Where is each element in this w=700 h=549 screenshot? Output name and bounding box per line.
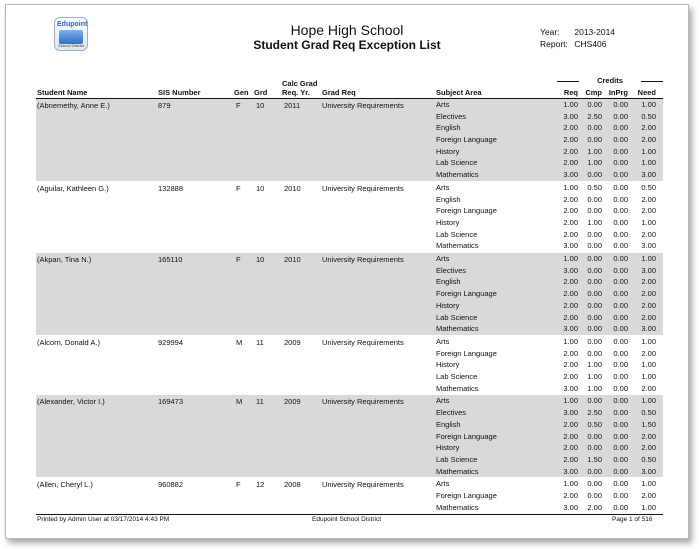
inprg-credits: 0.00: [613, 135, 628, 145]
req-credits: 3.00: [563, 170, 578, 180]
inprg-credits: 0.00: [613, 146, 628, 156]
cmp-credits: 2.00: [587, 502, 602, 512]
req-credits: 2.00: [563, 146, 578, 156]
subject-area: Foreign Language: [436, 206, 497, 216]
subject-area: Arts: [436, 100, 450, 109]
req-credits: 2.00: [563, 419, 578, 429]
sis-number: 165110: [158, 255, 183, 265]
subject-area: Mathematics: [436, 383, 479, 393]
student-row: [6, 182, 688, 253]
cmp-credits: 0.00: [587, 100, 602, 109]
subject-list: [6, 478, 688, 513]
cmp-credits: 0.00: [587, 206, 602, 216]
need-credits: 1.00: [641, 396, 656, 406]
subject-area: Arts: [436, 396, 450, 406]
cmp-credits: 0.00: [587, 312, 602, 322]
gender: F: [236, 255, 241, 265]
student-name: (Alcorn, Donald A.): [37, 337, 100, 347]
need-credits: 0.50: [641, 182, 656, 192]
year-label: Year:: [540, 27, 560, 37]
req-credits: 1.00: [563, 479, 578, 489]
cmp-credits: 0.00: [587, 324, 602, 334]
subject-area: Arts: [436, 336, 450, 346]
col-req-yr: Req. Yr.: [282, 88, 310, 97]
req-credits: 3.00: [563, 408, 578, 418]
cmp-credits: 0.00: [587, 479, 602, 489]
req-credits: 2.00: [563, 454, 578, 464]
grade: 10: [256, 183, 265, 193]
subject-line: [6, 205, 688, 217]
year-value: 2013-2014: [574, 27, 616, 37]
subject-line: [6, 169, 688, 181]
student-name: (Alexander, Victor I.): [37, 397, 105, 407]
req-credits: 2.00: [563, 206, 578, 216]
sis-number: 169473: [158, 397, 184, 407]
inprg-credits: 0.00: [613, 217, 628, 227]
gender: M: [236, 397, 243, 407]
subject-area: Electives: [436, 408, 467, 418]
cmp-credits: 2.50: [587, 111, 602, 121]
subject-line: [6, 288, 688, 300]
subject-area: Foreign Language: [436, 135, 497, 145]
grad-req: University Requirements: [322, 480, 404, 490]
req-credits: 3.00: [563, 265, 578, 275]
subject-line: [6, 348, 688, 360]
cmp-credits: 1.00: [587, 372, 602, 382]
subject-line: [6, 146, 688, 158]
report-value: CHS406: [574, 39, 607, 49]
need-credits: 2.00: [641, 289, 656, 299]
subject-area: History: [436, 300, 460, 310]
cmp-credits: 1.00: [587, 383, 602, 393]
subject-area: English: [436, 277, 461, 287]
cmp-credits: 1.00: [587, 217, 602, 227]
col-grd: Grd: [254, 88, 268, 97]
cmp-credits: 0.00: [587, 289, 602, 299]
student-name: (Abnemethy, Anne E.): [37, 101, 110, 110]
subject-area: Arts: [436, 479, 450, 489]
subject-list: [6, 395, 688, 477]
col-gen: Gen: [234, 88, 249, 97]
subject-area: Lab Science: [436, 158, 478, 168]
footer-divider: [36, 514, 663, 515]
inprg-credits: 0.00: [613, 206, 628, 216]
cmp-credits: 0.00: [587, 170, 602, 180]
col-grad-req: Grad Req: [322, 88, 356, 97]
inprg-credits: 0.00: [613, 100, 628, 109]
inprg-credits: 0.00: [613, 466, 628, 476]
req-credits: 3.00: [563, 241, 578, 251]
inprg-credits: 0.00: [613, 419, 628, 429]
subject-list: [6, 253, 688, 335]
req-credits: 2.00: [563, 229, 578, 239]
student-row: [6, 253, 688, 336]
student-name: (Allen, Cheryl L.): [37, 480, 93, 490]
inprg-credits: 0.00: [613, 158, 628, 168]
inprg-credits: 0.00: [613, 229, 628, 239]
subject-line: [6, 419, 688, 431]
inprg-credits: 0.00: [613, 479, 628, 489]
subject-area: Lab Science: [436, 312, 478, 322]
gender: F: [236, 480, 241, 490]
need-credits: 2.00: [641, 194, 656, 204]
col-student-name: Student Name: [37, 88, 88, 97]
cmp-credits: 0.00: [587, 336, 602, 346]
cmp-credits: 0.00: [587, 277, 602, 287]
cmp-credits: 0.00: [587, 348, 602, 358]
need-credits: 0.50: [641, 111, 656, 121]
subject-area: Arts: [436, 182, 450, 192]
year-row: [540, 27, 615, 37]
student-name: (Aguilar, Kathleen G.): [37, 183, 109, 193]
footer-district: Edupoint School District: [312, 516, 382, 523]
student-name: (Akpan, Tina N.): [37, 255, 92, 265]
report-page: [5, 4, 689, 539]
inprg-credits: 0.00: [613, 396, 628, 406]
inprg-credits: 0.00: [613, 491, 628, 501]
inprg-credits: 0.00: [613, 383, 628, 393]
subject-area: Mathematics: [436, 502, 479, 512]
req-credits: 2.00: [563, 431, 578, 441]
grade: 11: [256, 397, 264, 407]
logo-text: Edupoint: [57, 21, 88, 28]
req-credits: 3.00: [563, 383, 578, 393]
subject-line: [6, 276, 688, 288]
req-credits: 1.00: [563, 100, 578, 109]
req-credits: 2.00: [563, 372, 578, 382]
school-name: Hope High School: [290, 22, 404, 38]
subject-area: English: [436, 194, 461, 204]
subject-area: Electives: [436, 265, 467, 275]
cmp-credits: 0.00: [587, 194, 602, 204]
cmp-credits: 0.50: [587, 419, 602, 429]
student-row: [6, 99, 688, 182]
inprg-credits: 0.00: [613, 182, 628, 192]
need-credits: 3.00: [641, 466, 656, 476]
cmp-credits: 0.00: [587, 254, 602, 264]
subject-line: [6, 502, 688, 514]
need-credits: 2.00: [641, 312, 656, 322]
gender: F: [236, 183, 241, 193]
grade: 10: [256, 101, 265, 110]
subject-list: [6, 336, 688, 394]
grade: 12: [256, 480, 265, 490]
sis-number: 879: [158, 101, 171, 110]
req-credits: 2.00: [563, 194, 578, 204]
inprg-credits: 0.00: [613, 454, 628, 464]
need-credits: 2.00: [641, 443, 656, 453]
need-credits: 2.00: [641, 383, 656, 393]
subject-line: [6, 431, 688, 443]
inprg-credits: 0.00: [613, 336, 628, 346]
need-credits: 2.00: [641, 348, 656, 358]
req-credits: 1.00: [563, 254, 578, 264]
inprg-credits: 0.00: [613, 277, 628, 287]
inprg-credits: 0.00: [613, 254, 628, 264]
subject-area: Foreign Language: [436, 348, 497, 358]
req-credits: 2.00: [563, 123, 578, 133]
inprg-credits: 0.00: [613, 502, 628, 512]
req-credits: 2.00: [563, 312, 578, 322]
page-number: Page 1 of 516: [612, 516, 653, 523]
need-credits: 1.00: [641, 502, 656, 512]
need-credits: 2.00: [641, 135, 656, 145]
req-credits: 1.00: [563, 396, 578, 406]
col-inprg: InPrg: [608, 88, 628, 97]
req-credits: 3.00: [563, 466, 578, 476]
inprg-credits: 0.00: [613, 170, 628, 180]
inprg-credits: 0.00: [613, 372, 628, 382]
grad-req: University Requirements: [322, 337, 404, 347]
req-credits: 2.00: [563, 300, 578, 310]
subject-line: [6, 194, 688, 206]
subject-area: English: [436, 419, 461, 429]
subject-area: Foreign Language: [436, 289, 497, 299]
subject-list: [6, 99, 688, 181]
subject-line: [6, 395, 688, 407]
cmp-credits: 0.50: [587, 182, 602, 192]
col-req: Req: [563, 88, 578, 97]
grad-req: University Requirements: [322, 101, 404, 110]
student-row: [6, 395, 688, 478]
subject-area: Mathematics: [436, 170, 479, 180]
need-credits: 2.00: [641, 431, 656, 441]
subject-line: [6, 122, 688, 134]
need-credits: 1.50: [641, 419, 656, 429]
subject-line: [6, 383, 688, 395]
subject-area: Lab Science: [436, 454, 478, 464]
need-credits: 1.00: [641, 360, 656, 370]
inprg-credits: 0.00: [613, 408, 628, 418]
cmp-credits: 1.00: [587, 146, 602, 156]
report-label: Report:: [540, 39, 568, 49]
req-credits: 1.00: [563, 182, 578, 192]
calc-grad-year: 2008: [284, 480, 301, 490]
subject-area: Mathematics: [436, 241, 479, 251]
cmp-credits: 1.00: [587, 158, 602, 168]
need-credits: 2.00: [641, 300, 656, 310]
req-credits: 2.00: [563, 217, 578, 227]
cmp-credits: 0.00: [587, 466, 602, 476]
cmp-credits: 2.50: [587, 408, 602, 418]
grad-req: University Requirements: [322, 397, 404, 407]
col-calc-grad: Calc Grad: [282, 79, 318, 88]
calc-grad-year: 2010: [284, 183, 301, 193]
subject-line: [6, 407, 688, 419]
grade: 10: [256, 255, 265, 265]
cmp-credits: 1.00: [587, 360, 602, 370]
inprg-credits: 0.00: [613, 300, 628, 310]
report-title: Student Grad Req Exception List: [253, 38, 441, 52]
sis-number: 929994: [158, 337, 184, 347]
need-credits: 2.00: [641, 229, 656, 239]
subject-area: History: [436, 360, 460, 370]
inprg-credits: 0.00: [613, 289, 628, 299]
calc-grad-year: 2009: [284, 337, 301, 347]
subject-line: [6, 111, 688, 123]
need-credits: 2.00: [641, 491, 656, 501]
req-credits: 3.00: [563, 502, 578, 512]
subject-line: [6, 336, 688, 348]
subject-line: [6, 300, 688, 312]
inprg-credits: 0.00: [613, 443, 628, 453]
subject-area: English: [436, 123, 461, 133]
req-credits: 2.00: [563, 360, 578, 370]
subject-line: [6, 229, 688, 241]
subject-line: [6, 466, 688, 478]
subject-area: History: [436, 146, 460, 156]
inprg-credits: 0.00: [613, 312, 628, 322]
printed-by: Printed by Admin User at 03/17/2014 4:43 PM: [37, 516, 170, 523]
req-credits: 1.00: [563, 336, 578, 346]
report-row: [540, 39, 607, 49]
grade: 11: [256, 337, 264, 347]
need-credits: 0.50: [641, 454, 656, 464]
calc-grad-year: 2011: [284, 101, 301, 110]
need-credits: 1.00: [641, 217, 656, 227]
cmp-credits: 0.00: [587, 241, 602, 251]
logo-subtext: School District: [58, 43, 84, 48]
subject-line: [6, 359, 688, 371]
col-cmp: Cmp: [585, 88, 602, 97]
inprg-credits: 0.00: [613, 431, 628, 441]
subject-line: [6, 478, 688, 490]
subject-line: [6, 182, 688, 194]
cmp-credits: 0.00: [587, 135, 602, 145]
subject-line: [6, 253, 688, 265]
subject-line: [6, 134, 688, 146]
cmp-credits: 0.00: [587, 491, 602, 501]
subject-area: Arts: [436, 254, 450, 264]
need-credits: 3.00: [641, 265, 656, 275]
subject-line: [6, 240, 688, 252]
need-credits: 1.00: [641, 254, 656, 264]
cmp-credits: 0.00: [587, 265, 602, 275]
subject-line: [6, 99, 688, 111]
grad-req: University Requirements: [322, 183, 404, 193]
gender: M: [236, 337, 243, 347]
req-credits: 2.00: [563, 348, 578, 358]
cmp-credits: 1.50: [587, 454, 602, 464]
sis-number: 132888: [158, 183, 184, 193]
need-credits: 1.00: [641, 479, 656, 489]
subject-area: History: [436, 443, 460, 453]
need-credits: 2.00: [641, 206, 656, 216]
need-credits: 1.00: [641, 336, 656, 346]
calc-grad-year: 2010: [284, 255, 301, 265]
subject-line: [6, 490, 688, 502]
student-row: [6, 478, 688, 514]
req-credits: 2.00: [563, 289, 578, 299]
col-sis-number: SIS Number: [158, 88, 201, 97]
inprg-credits: 0.00: [613, 241, 628, 251]
req-credits: 2.00: [563, 443, 578, 453]
cmp-credits: 0.00: [587, 396, 602, 406]
inprg-credits: 0.00: [613, 360, 628, 370]
subject-list: [6, 182, 688, 252]
req-credits: 3.00: [563, 111, 578, 121]
subject-line: [6, 442, 688, 454]
subject-area: Foreign Language: [436, 431, 497, 441]
need-credits: 0.50: [641, 408, 656, 418]
req-credits: 2.00: [563, 158, 578, 168]
subject-area: History: [436, 217, 460, 227]
cmp-credits: 0.00: [587, 229, 602, 239]
need-credits: 2.00: [641, 277, 656, 287]
subject-area: Lab Science: [436, 372, 478, 382]
req-credits: 2.00: [563, 491, 578, 501]
subject-line: [6, 217, 688, 229]
need-credits: 3.00: [641, 170, 656, 180]
student-row: [6, 336, 688, 396]
inprg-credits: 0.00: [613, 111, 628, 121]
subject-area: Mathematics: [436, 324, 479, 334]
subject-line: [6, 265, 688, 277]
subject-area: Mathematics: [436, 466, 479, 476]
inprg-credits: 0.00: [613, 194, 628, 204]
inprg-credits: 0.00: [613, 123, 628, 133]
need-credits: 3.00: [641, 324, 656, 334]
subject-area: Electives: [436, 111, 467, 121]
cmp-credits: 0.00: [587, 123, 602, 133]
sis-number: 960882: [158, 480, 184, 490]
subject-line: [6, 454, 688, 466]
subject-line: [6, 157, 688, 169]
grad-req: University Requirements: [322, 255, 404, 265]
need-credits: 1.00: [641, 146, 656, 156]
req-credits: 2.00: [563, 277, 578, 287]
inprg-credits: 0.00: [613, 324, 628, 334]
need-credits: 1.00: [641, 100, 656, 109]
inprg-credits: 0.00: [613, 348, 628, 358]
need-credits: 1.00: [641, 158, 656, 168]
need-credits: 1.00: [641, 372, 656, 382]
cmp-credits: 0.00: [587, 431, 602, 441]
col-subject-area: Subject Area: [436, 88, 482, 97]
req-credits: 3.00: [563, 324, 578, 334]
student-list: [6, 99, 688, 514]
subject-area: Lab Science: [436, 229, 478, 239]
calc-grad-year: 2009: [284, 397, 301, 407]
gender: F: [236, 101, 241, 110]
need-credits: 3.00: [641, 241, 656, 251]
cmp-credits: 0.00: [587, 443, 602, 453]
need-credits: 2.00: [641, 123, 656, 133]
subject-area: Foreign Language: [436, 491, 497, 501]
inprg-credits: 0.00: [613, 265, 628, 275]
subject-line: [6, 371, 688, 383]
cmp-credits: 0.00: [587, 300, 602, 310]
req-credits: 2.00: [563, 135, 578, 145]
subject-line: [6, 323, 688, 335]
col-need: Need: [637, 88, 656, 97]
subject-line: [6, 312, 688, 324]
credits-group-header: Credits: [557, 76, 663, 85]
